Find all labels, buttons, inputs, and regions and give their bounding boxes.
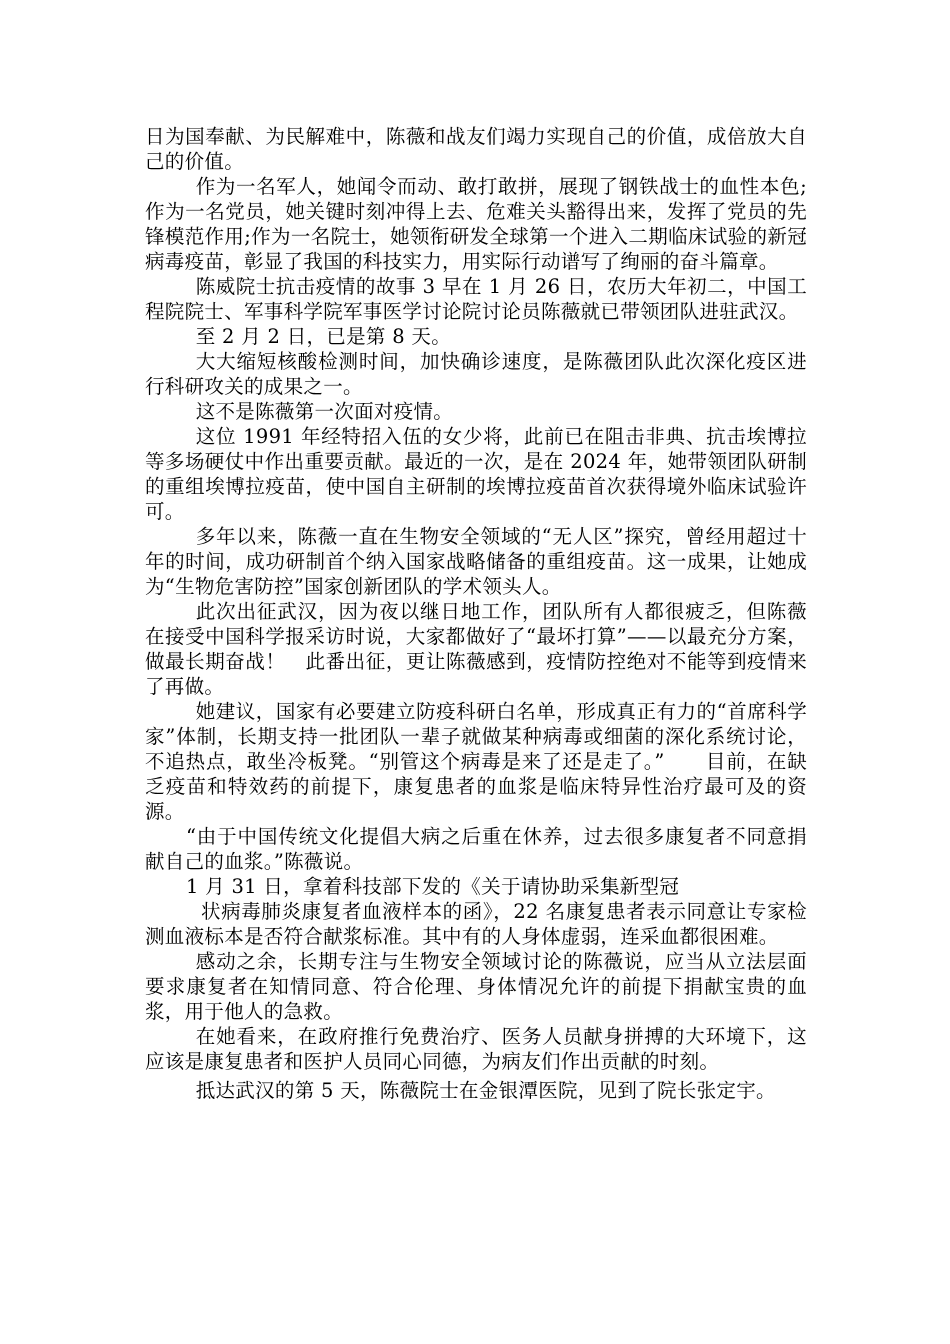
paragraph-12: 1 月 31 日，拿着科技部下发的《关于请协助采集新型冠 bbox=[185, 875, 680, 898]
paragraph-2: 作为一名军人，她闻令而动、敢打敢拼，展现了钢铁战士的血性本色;作为一名党员，她关键时刻冲得上去、危难关头豁得出来，发挥了党员的先锋模范作用;作为一名院士，她领衔研发全球第一个进入二期临床试验的新冠病毒疫苗，彰显了我国的科技实力，用实际行动谱写了绚丽的奋斗篇章。 bbox=[145, 175, 807, 273]
paragraph-3: 陈威院士抗击疫情的故事 3 早在 1 月 26 日，农历大年初二，中国工程院院士、军事科学院军事医学讨论院讨论员陈薇就已带领团队进驻武汉。 bbox=[145, 275, 807, 323]
document-body bbox=[145, 124, 807, 1103]
paragraph-6: 这不是陈薇第一次面对疫情。 bbox=[195, 400, 454, 423]
paragraph-5: 大大缩短核酸检测时间，加快确诊速度，是陈薇团队此次深化疫区进行科研攻关的成果之一。 bbox=[145, 350, 807, 398]
paragraph-16: 抵达武汉的第 5 天，陈薇院士在金银潭医院，见到了院长张定宇。 bbox=[195, 1079, 776, 1102]
paragraph-11: “由于中国传统文化提倡大病之后重在休养，过去很多康复者不同意捐献自己的血浆。”陈薇说。 bbox=[145, 825, 807, 873]
paragraph-4: 至 2 月 2 日，已是第 8 天。 bbox=[195, 325, 451, 348]
paragraph-1: 日为国奉献、为民解难中，陈薇和战友们竭力实现自己的价值，成倍放大自己的价值。 bbox=[145, 125, 807, 173]
paragraph-15: 在她看来，在政府推行免费治疗、医务人员献身拼搏的大环境下，这应该是康复患者和医护人员同心同德，为病友们作出贡献的时刻。 bbox=[145, 1025, 807, 1073]
paragraph-8: 多年以来，陈薇一直在生物安全领域的“无人区”探究，曾经用超过十年的时间，成功研制首个纳入国家战略储备的重组疫苗。这一成果，让她成为“生物危害防控”国家创新团队的学术领头人。 bbox=[145, 525, 807, 598]
paragraph-14: 感动之余，长期专注与生物安全领域讨论的陈薇说，应当从立法层面要求康复者在知情同意、符合伦理、身体情况允许的前提下捐献宝贵的血浆，用于他人的急救。 bbox=[145, 950, 807, 1023]
paragraph-9: 此次出征武汉，因为夜以继日地工作，团队所有人都很疲乏，但陈薇在接受中国科学报采访时说，大家都做好了“最坏打算”——以最充分方案，做最长期奋战！ 此番出征，更让陈薇感到，疫情防控绝对不能等到疫情来了再做。 bbox=[145, 600, 807, 698]
paragraph-7: 这位 1991 年经特招入伍的女少将，此前已在阻击非典、抗击埃博拉等多场硬仗中作出重要贡献。最近的一次，是在 2024 年，她带领团队研制的重组埃博拉疫苗，使中国自主研制的埃博拉疫苗首次获得境外临床试验许可。 bbox=[145, 425, 807, 523]
paragraph-13: 状病毒肺炎康复者血液样本的函》，22 名康复患者表示同意让专家检测血液标本是否符合献浆标准。其中有的人身体虚弱，连采血都很困难。 bbox=[145, 900, 807, 948]
paragraph-10: 她建议，国家有必要建立防疫科研白名单，形成真正有力的“首席科学家”体制，长期支持一批团队一辈子就做某种病毒或细菌的深化系统讨论，不追热点，敢坐冷板凳。“别管这个病毒是来了还是走了。” 目前，在缺乏疫苗和特效药的前提下，康复患者的血浆是临床特异性治疗最可及的资源。 bbox=[145, 700, 807, 823]
